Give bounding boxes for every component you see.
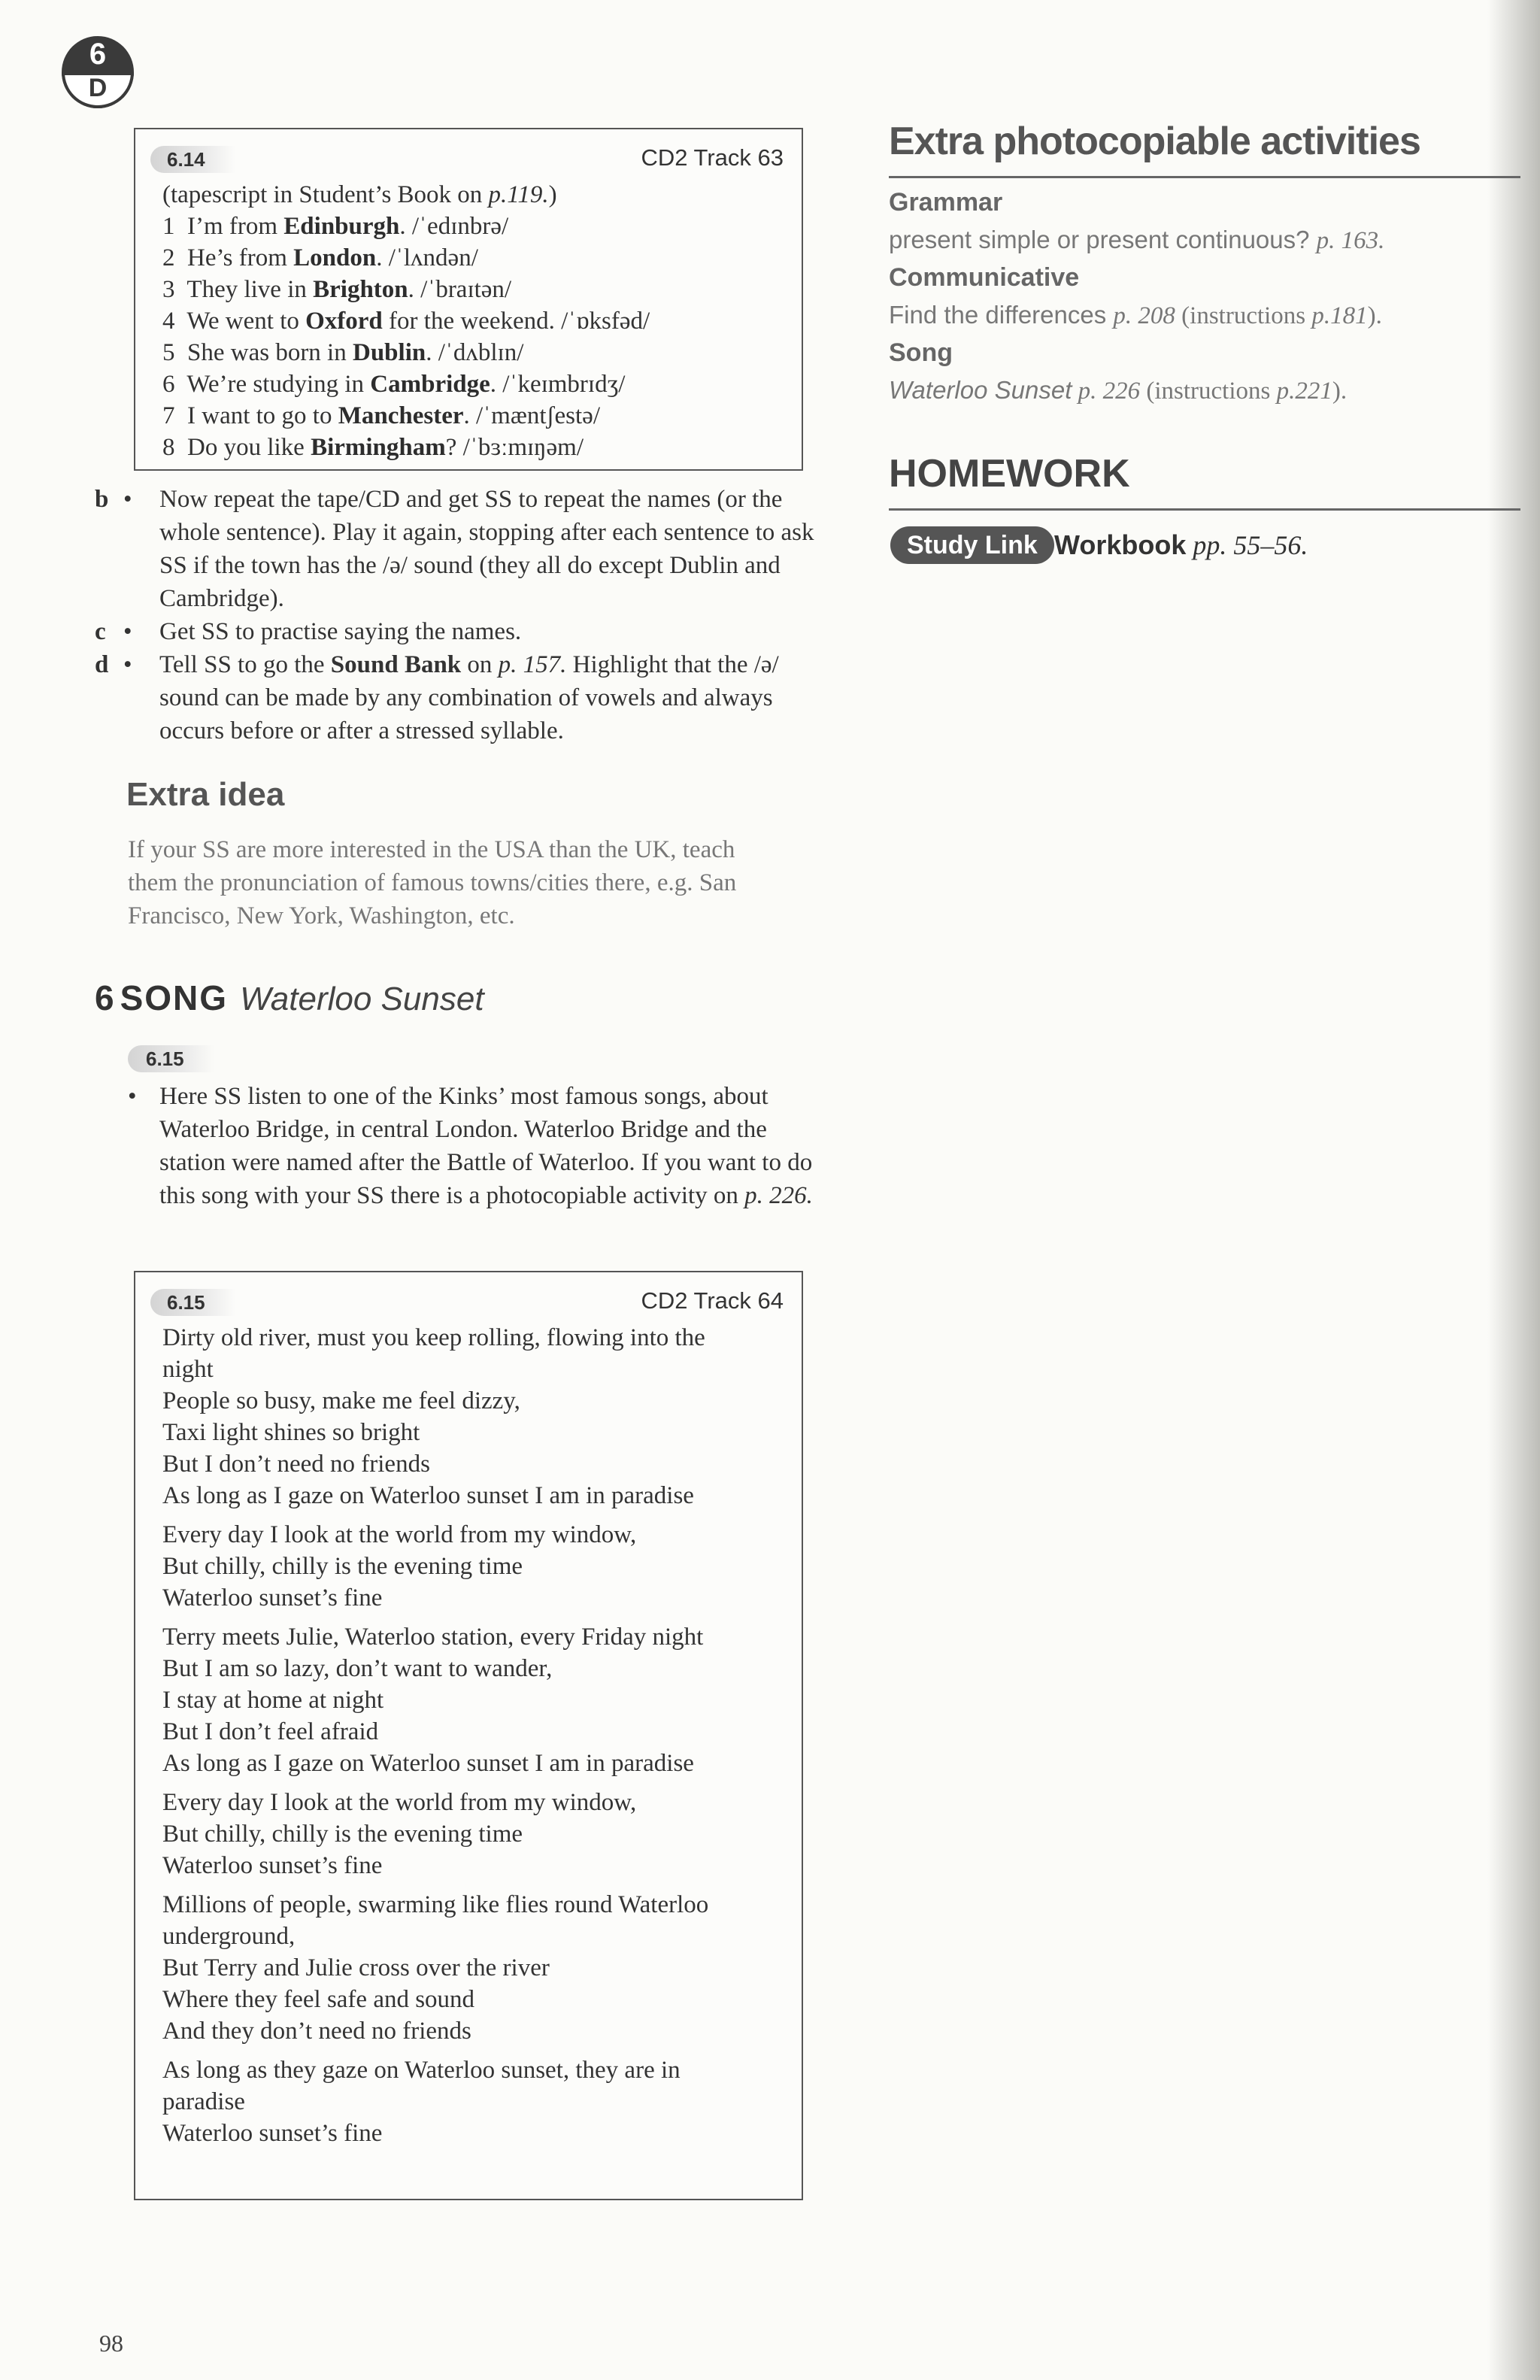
unit-letter: D xyxy=(88,74,108,102)
lyrics-stanza: Dirty old river, must you keep rolling, flowing into the night People so busy, make me feel dizzy, Taxi light shines so bright But I don’t need no friends As long as I gaze on Waterloo sunset I am in paradise xyxy=(162,1324,705,1509)
grammar-label: Grammar xyxy=(889,188,1003,217)
communicative-activity: Find the differences p. 208 (instructions p.181). xyxy=(889,301,1382,329)
extra-idea-text: If your SS are more interested in the USA than the UK, teach them the pronunciation of famous towns/cities there, e.g. San Francisco, New York, Washington, etc. xyxy=(128,836,737,929)
tapescript-line: 5 She was born in Dublin. /ˈdʌblɪn/ xyxy=(162,339,524,366)
lyrics-box-6-15 xyxy=(134,1271,803,2200)
lyrics-stanza: Every day I look at the world from my window, But chilly, chilly is the evening time Waterloo sunset’s fine xyxy=(162,1521,637,1611)
extra-activities-title: Extra photocopiable activities xyxy=(889,120,1420,163)
communicative-label: Communicative xyxy=(889,263,1080,292)
section-divider xyxy=(889,508,1520,511)
lyrics-stanza: As long as they gaze on Waterloo sunset, they are in paradise Waterloo sunset’s fine xyxy=(162,2057,681,2147)
cd-track-label: CD2 Track 64 xyxy=(641,1287,784,1314)
tapescript-line: 7 I want to go to Manchester. /ˈmæntʃestə/ xyxy=(162,402,600,429)
sound-bank-link: Sound Bank xyxy=(330,651,462,678)
tapescript-line: 3 They live in Brighton. /ˈbraɪtən/ xyxy=(162,276,512,303)
study-link-badge: Study Link xyxy=(890,526,1054,564)
audio-track-badge[interactable]: 6.15 xyxy=(150,1289,235,1316)
song-activity: Waterloo Sunset p. 226 (instructions p.221). xyxy=(889,376,1348,405)
tapescript-line: 6 We’re studying in Cambridge. /ˈkeɪmbrɪdʒ/ xyxy=(162,371,626,398)
procedure-steps xyxy=(95,483,817,747)
step-d: d • Tell SS to go the Sound Bank on p. 157. Highlight that the /ə/ sound can be made by any combination of vowels and always occurs before or after a stressed syllable. xyxy=(95,651,779,744)
step-c: c • Get SS to practise saying the names. xyxy=(95,618,522,645)
tapescript-lines xyxy=(162,179,793,463)
lyrics-stanza: Terry meets Julie, Waterloo station, every Friday night But I am so lazy, don’t want to wander, I stay at home at night But I don’t feel afraid As long as I gaze on Waterloo sunset I am in paradise xyxy=(162,1624,704,1777)
page-binding-shadow xyxy=(1487,0,1540,2380)
step-c-text: Get SS to practise saying the names. xyxy=(159,618,522,645)
section-divider xyxy=(889,176,1520,178)
homework-title: HOMEWORK xyxy=(889,452,1130,496)
page-number: 98 xyxy=(99,2330,123,2357)
tapescript-line: 4 We went to Oxford for the weekend. /ˈɒksfəd/ xyxy=(162,308,650,335)
tapescript-line: 2 He’s from London. /ˈlʌndən/ xyxy=(162,244,478,271)
lyrics-stanza: Every day I look at the world from my window, But chilly, chilly is the evening time Waterloo sunset’s fine xyxy=(162,1789,637,1879)
step-b: b • Now repeat the tape/CD and get SS to repeat the names (or the whole sentence). Play it again, stopping after each sentence to ask SS if the town has the /ə/ sound (they all do except Dublin and Cambridge). xyxy=(95,486,814,612)
tapescript-line: 1 I’m from Edinburgh. /ˈedɪnbrə/ xyxy=(162,213,509,240)
lyrics-stanza: Millions of people, swarming like flies round Waterloo underground, But Terry and Julie cross over the river Where they feel safe and sound And they don’t need no friends xyxy=(162,1891,709,2045)
workbook-reference: Workbook pp. 55–56. xyxy=(1054,529,1308,560)
grammar-activity: present simple or present continuous? p. 163. xyxy=(889,226,1385,254)
tapescript-line: 8 Do you like Birmingham? /ˈbɜːmɪŋəm/ xyxy=(162,434,584,461)
song-heading: 6 SONG Waterloo Sunset xyxy=(95,978,484,1017)
unit-number: 6 xyxy=(89,38,107,71)
unit-badge xyxy=(62,36,134,108)
audio-track-badge[interactable]: 6.15 xyxy=(128,1045,214,1072)
extra-idea-title: Extra idea xyxy=(126,776,285,813)
cd-track-label: CD2 Track 63 xyxy=(641,144,784,171)
song-lyrics xyxy=(162,1322,793,2149)
tapescript-intro: (tapescript in Student’s Book on p.119.) xyxy=(162,181,557,208)
song-label: Song xyxy=(889,338,953,367)
song-instructions: • Here SS listen to one of the Kinks’ most famous songs, about Waterloo Bridge, in central London. Waterloo Bridge and the station were named after the Battle of Waterloo. If you want to do this song with your SS there is a photocopiable activity on p. 226. xyxy=(128,1083,813,1209)
step-b-text: Now repeat the tape/CD and get SS to repeat the names (or the whole sentence). Play it again, stopping after each sentence to ask SS if the town has the /ə/ sound (they all do except Dublin and Cambridge). xyxy=(159,486,814,612)
audio-track-badge[interactable]: 6.14 xyxy=(150,146,235,173)
tapescript-box-6-14 xyxy=(134,128,803,471)
